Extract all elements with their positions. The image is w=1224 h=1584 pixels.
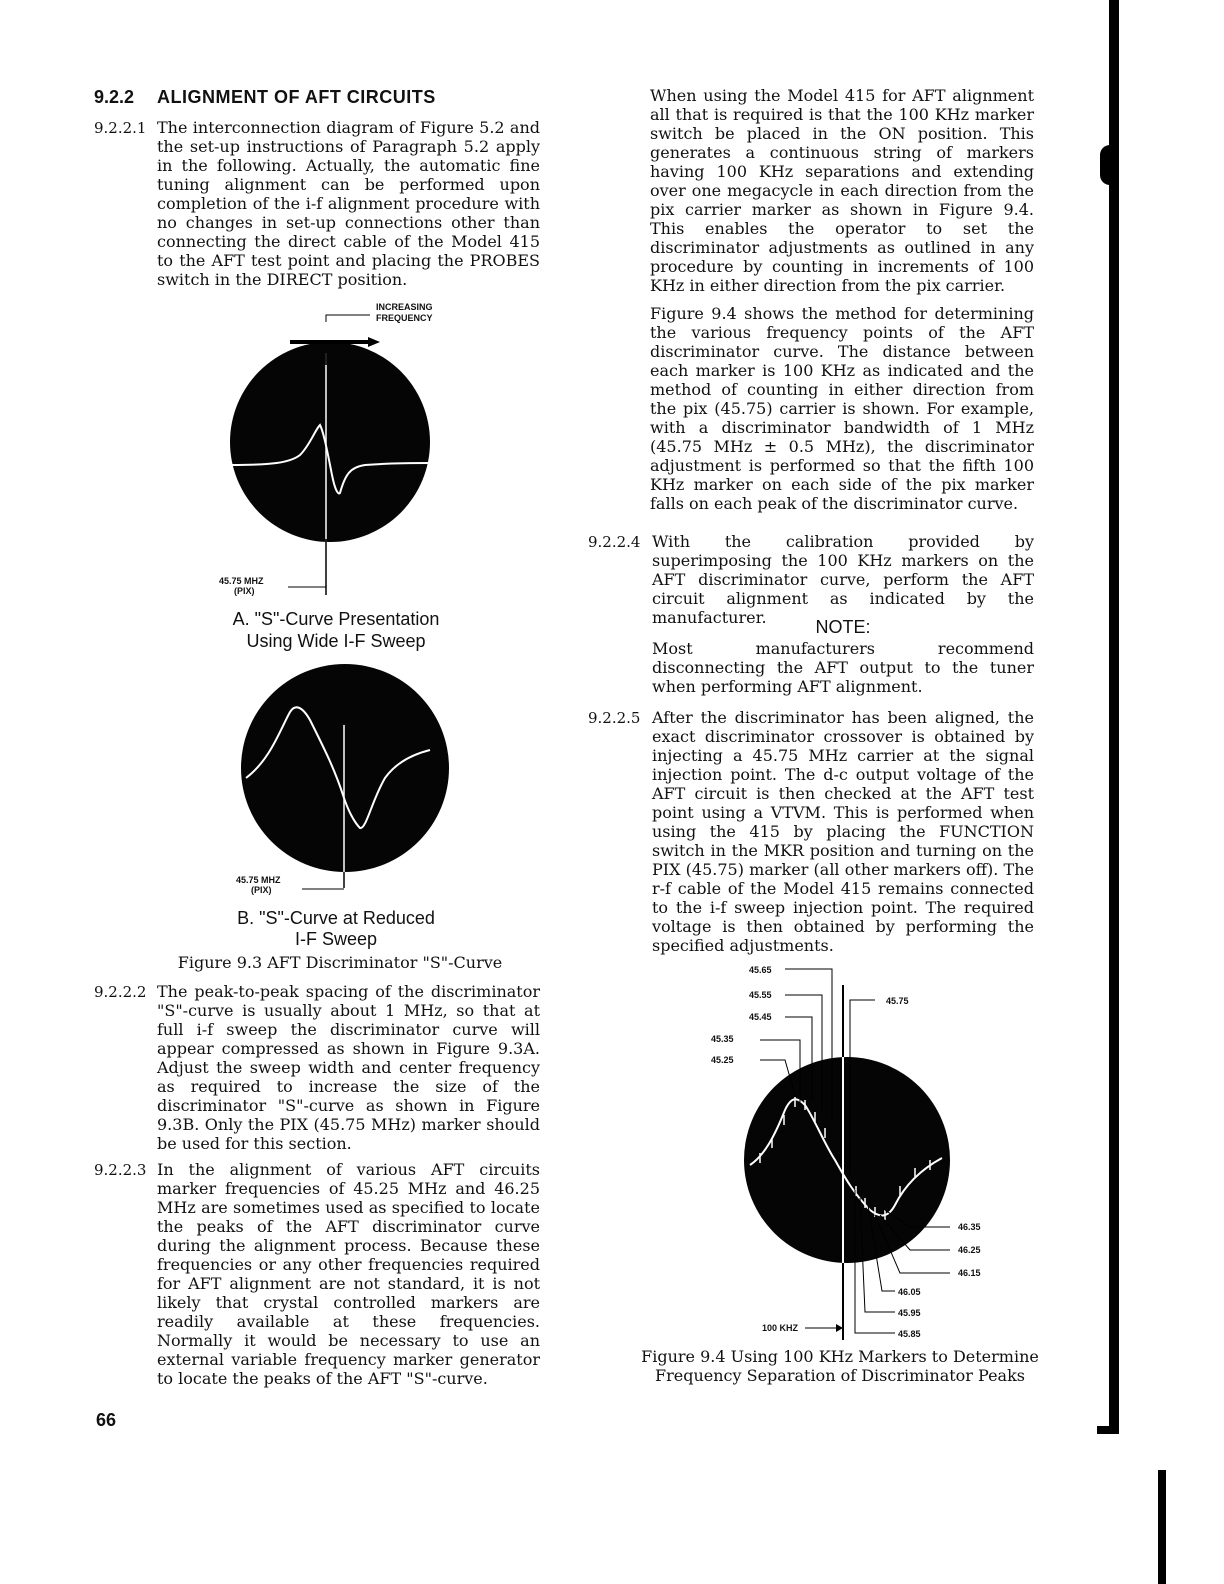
para-right-2: Figure 9.4 shows the method for determining the various frequency points of the AFT discriminator curve. The distance between each marker is 100 KHz as indicated and the method of counting in either direction from the pix (45.75) carrier is shown. For example, with a discriminator bandwidth of 1 MHz (45.75 MHz ± 0.5 MHz), the discriminator adjustment is performed so that the fifth 100 KHz marker on each side of the pix marker falls on each peak of the discriminator curve. xyxy=(650,304,1034,513)
scan-notch-bottom xyxy=(1097,1426,1119,1434)
scan-edge-bar xyxy=(1109,0,1119,1430)
label-45-75: 45.75 xyxy=(886,996,909,1006)
label-45-45: 45.45 xyxy=(749,1012,772,1022)
figure-9-3a xyxy=(200,295,500,605)
para-9-2-2-3: In the alignment of various AFT circuits marker frequencies of 45.25 MHz and 46.25 MHz are sometimes used as specified to locate the peaks of the AFT discriminator curve during the alignment process. Because these frequencies or any other frequencies required for AFT alignment are not standard, it is not likely that crystal controlled markers are readily available at these frequencies. Normally it would be necessary to use an external variable frequency marker generator to locate the peaks of the AFT "S"-curve. xyxy=(157,1160,540,1388)
label-45-25: 45.25 xyxy=(711,1055,734,1065)
fig93a-frequency-label: FREQUENCY xyxy=(376,313,433,323)
para-9-2-2-1: The interconnection diagram of Figure 5.2 and the set-up instructions of Paragraph 5.2 apply in the following. Actually, the automatic fine tuning alignment can be performed upon completion of the i-f alignment procedure with no changes in set-up connections other than connecting the direct cable of the Model 415 to the AFT test point and placing the PROBES switch in the DIRECT position. xyxy=(157,118,540,289)
para-number-5: 9.2.2.5 xyxy=(588,709,641,727)
fig93b-caption-1: B. "S"-Curve at Reduced xyxy=(237,908,435,928)
label-46-25: 46.25 xyxy=(958,1245,981,1255)
s-curve-reduced-sweep-diagram xyxy=(230,660,460,900)
label-45-55: 45.55 xyxy=(749,990,772,1000)
figure-9-3-caption: Figure 9.3 AFT Discriminator "S"-Curve xyxy=(177,953,503,972)
para-9-2-2-2: The peak-to-peak spacing of the discriminator "S"-curve is usually about 1 MHz, so that at full i-f sweep the discriminator curve will appear compressed as shown in Figure 9.3A. Adjust the sweep width and center frequency as required to increase the size of the discriminator "S"-curve as shown in Figure 9.3B. Only the PIX (45.75 MHz) marker should be used for this section. xyxy=(157,982,540,1153)
label-46-05: 46.05 xyxy=(898,1287,921,1297)
figure-9-4 xyxy=(700,960,1000,1345)
label-45-35: 45.35 xyxy=(711,1034,734,1044)
para-9-2-2-4: With the calibration provided by superimposing the 100 KHz markers on the AFT discriminator curve, perform the AFT circuit alignment as indicated by the manufacturer. xyxy=(652,532,1034,627)
scan-notch-top xyxy=(1100,145,1110,185)
fig93b-marker-label-1: 45.75 MHZ xyxy=(236,875,281,885)
para-number-4: 9.2.2.4 xyxy=(588,533,641,551)
section-number: 9.2.2 xyxy=(94,87,135,107)
fig93a-marker-label-2: (PIX) xyxy=(234,586,255,596)
fig93b-marker-label-2: (PIX) xyxy=(251,885,272,895)
fig93a-caption-1: A. "S"-Curve Presentation xyxy=(232,609,440,629)
note-text: Most manufacturers recommend disconnecting the AFT output to the tuner when performing AFT alignment. xyxy=(652,639,1034,696)
fig93a-marker-label-1: 45.75 MHZ xyxy=(219,576,264,586)
note-heading: NOTE: xyxy=(815,617,871,637)
para-9-2-2-5: After the discriminator has been aligned, the exact discriminator crossover is obtained by injecting a 45.75 MHz carrier at the signal injection point. The d-c output voltage of the AFT circuit is then checked at the AFT test point using a VTVM. This is performed when using the 415 by placing the FUNCTION switch in the MKR position and turning on the PIX (45.75) marker (all other markers off). The r-f cable of the Model 415 remains connected to the i-f sweep injection point. The required voltage is then obtained by performing the specified adjustments. xyxy=(652,708,1034,955)
fig93a-caption-2: Using Wide I-F Sweep xyxy=(246,631,426,651)
figure-9-4-caption-2: Frequency Separation of Discriminator Peaks xyxy=(654,1366,1025,1385)
fig93b-caption-2: I-F Sweep xyxy=(294,929,378,949)
label-45-65: 45.65 xyxy=(749,965,772,975)
para-number-3: 9.2.2.3 xyxy=(94,1161,147,1179)
figure-9-3b xyxy=(230,660,460,900)
scan-edge-bar-bottom xyxy=(1158,1470,1166,1584)
section-title: ALIGNMENT OF AFT CIRCUITS xyxy=(157,87,436,107)
para-number-1: 9.2.2.1 xyxy=(94,119,147,137)
s-curve-wide-sweep-diagram xyxy=(200,295,500,605)
label-45-95: 45.95 xyxy=(898,1308,921,1318)
label-46-15: 46.15 xyxy=(958,1268,981,1278)
figure-9-4-caption-1: Figure 9.4 Using 100 KHz Markers to Determine xyxy=(641,1347,1039,1366)
para-right-1: When using the Model 415 for AFT alignment all that is required is that the 100 KHz marker switch be placed in the ON position. This generates a continuous string of markers having 100 KHz separations and extending over one megacycle in each direction from the pix carrier marker as shown in Figure 9.4. This enables the operator to set the discriminator adjustments as outlined in any procedure by counting in increments of 100 KHz in either direction from the pix carrier. xyxy=(650,86,1034,295)
para-number-2: 9.2.2.2 xyxy=(94,983,147,1001)
label-45-85: 45.85 xyxy=(898,1329,921,1339)
label-100-khz: 100 KHZ xyxy=(762,1323,799,1333)
fig93a-increasing-label: INCREASING xyxy=(376,302,433,312)
label-46-35: 46.35 xyxy=(958,1222,981,1232)
marker-curve-diagram xyxy=(700,960,1000,1345)
page-number: 66 xyxy=(96,1410,117,1430)
